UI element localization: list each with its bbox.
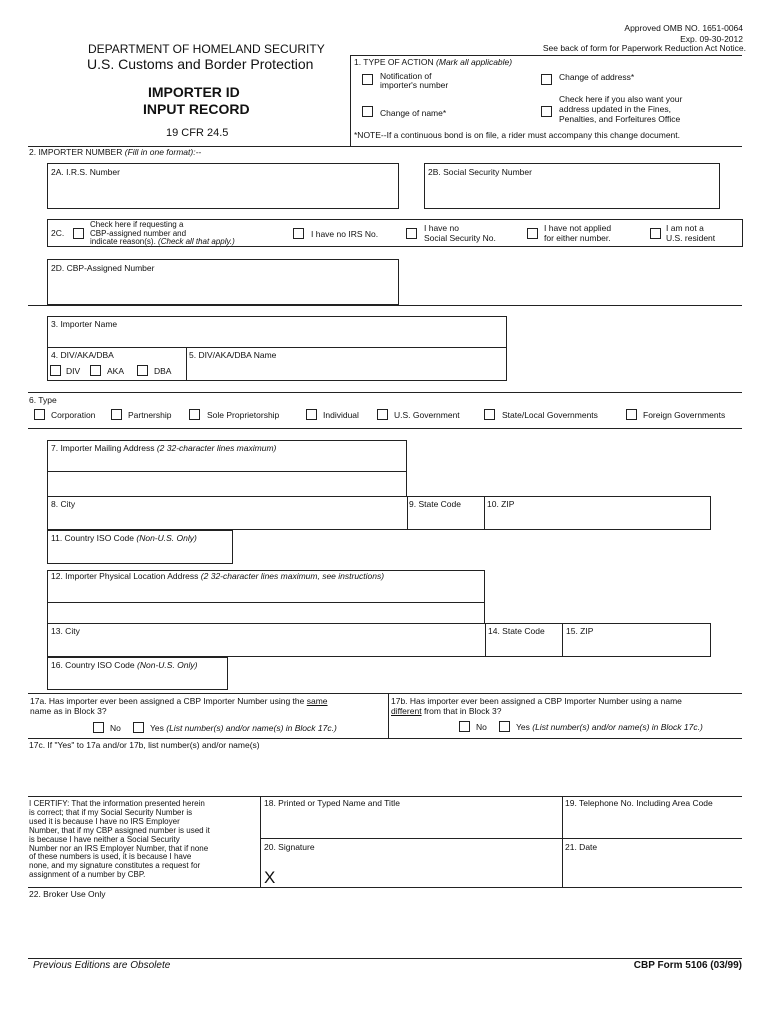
telephone-field[interactable] bbox=[563, 797, 742, 837]
physical-city-label: 13. City bbox=[51, 626, 80, 636]
mailing-city-row bbox=[47, 496, 711, 530]
div-checkbox[interactable] bbox=[50, 365, 61, 376]
17a-no-checkbox[interactable] bbox=[93, 722, 104, 733]
notification-label: Notification of importer's number bbox=[380, 71, 449, 90]
not-applied-label: I have not applied for either number. bbox=[544, 223, 612, 243]
previous-editions-note: Previous Editions are Obsolete bbox=[33, 960, 171, 971]
department-name: DEPARTMENT OF HOMELAND SECURITY bbox=[88, 42, 325, 56]
request-cbp-number-label: Check here if requesting a CBP-assigned number and indicate reason(s). (Check all that apply.) bbox=[90, 220, 235, 246]
mailing-address-label: 7. Importer Mailing Address (2 32-character lines maximum) bbox=[51, 443, 277, 453]
cfr-reference: 19 CFR 24.5 bbox=[166, 127, 229, 139]
notification-checkbox[interactable] bbox=[362, 74, 373, 85]
physical-country-field[interactable] bbox=[47, 657, 228, 690]
physical-zip-label: 15. ZIP bbox=[566, 626, 594, 636]
17b-no-label: No bbox=[476, 722, 487, 732]
ssn-label: 2B. Social Security Number bbox=[428, 167, 532, 177]
type-of-action-label: 1. TYPE OF ACTION (Mark all applicable) bbox=[354, 57, 513, 67]
17a-yes-checkbox[interactable] bbox=[133, 722, 144, 733]
irs-number-field[interactable] bbox=[47, 163, 399, 209]
div-label: DIV bbox=[66, 366, 81, 376]
state-local-gov-label: State/Local Governments bbox=[502, 410, 598, 420]
aka-label: AKA bbox=[107, 366, 125, 376]
no-ssn-label: I have no Social Security No. bbox=[424, 223, 496, 243]
div-aka-dba-name-label: 5. DIV/AKA/DBA Name bbox=[189, 350, 277, 360]
state-local-gov-checkbox[interactable] bbox=[484, 409, 495, 420]
importer-number-label: 2. IMPORTER NUMBER (Fill in one format):-- bbox=[29, 147, 202, 157]
no-irs-checkbox[interactable] bbox=[293, 228, 304, 239]
signature-label: 20. Signature bbox=[264, 842, 315, 852]
aka-checkbox[interactable] bbox=[90, 365, 101, 376]
cbp-assigned-number-label: 2D. CBP-Assigned Number bbox=[51, 263, 155, 273]
expiration-date: Exp. 09-30-2012 bbox=[680, 34, 743, 44]
change-address-label: Change of address* bbox=[559, 72, 635, 82]
fines-office-label: Check here if you also want your address updated in the Fines, Penalties, and Forfeitures Office bbox=[559, 94, 683, 124]
physical-country-label: 16. Country ISO Code (Non-U.S. Only) bbox=[51, 660, 198, 670]
signature-mark: X bbox=[264, 868, 276, 887]
17a-yes-label: Yes (List number(s) and/or name(s) in Block 17c.) bbox=[150, 723, 337, 733]
partnership-checkbox[interactable] bbox=[111, 409, 122, 420]
date-field[interactable] bbox=[563, 839, 742, 886]
17a-no-label: No bbox=[110, 723, 121, 733]
fines-office-checkbox[interactable] bbox=[541, 106, 552, 117]
foreign-gov-checkbox[interactable] bbox=[626, 409, 637, 420]
broker-use-label: 22. Broker Use Only bbox=[29, 889, 106, 899]
corporation-label: Corporation bbox=[51, 410, 96, 420]
printed-name-field[interactable] bbox=[261, 797, 561, 837]
individual-label: Individual bbox=[323, 410, 359, 420]
17b-no-checkbox[interactable] bbox=[459, 721, 470, 732]
no-ssn-checkbox[interactable] bbox=[406, 228, 417, 239]
request-cbp-number-checkbox[interactable] bbox=[73, 228, 84, 239]
printed-name-label: 18. Printed or Typed Name and Title bbox=[264, 798, 400, 808]
block-17b-question: 17b. Has importer ever been assigned a CBP Importer Number using a name different from that in Block 3? bbox=[391, 696, 682, 716]
17b-yes-label: Yes (List number(s) and/or name(s) in Block 17c.) bbox=[516, 722, 703, 732]
dba-label: DBA bbox=[154, 366, 172, 376]
block-2c bbox=[47, 219, 743, 247]
form-number: CBP Form 5106 (03/99) bbox=[633, 960, 742, 971]
17b-yes-checkbox[interactable] bbox=[499, 721, 510, 732]
individual-checkbox[interactable] bbox=[306, 409, 317, 420]
form-title-line2: INPUT RECORD bbox=[143, 101, 250, 117]
change-name-checkbox[interactable] bbox=[362, 106, 373, 117]
not-resident-checkbox[interactable] bbox=[650, 228, 661, 239]
block-17a-question: 17a. Has importer ever been assigned a CBP Importer Number using the same name as in Block 3? bbox=[30, 696, 328, 716]
foreign-gov-label: Foreign Governments bbox=[643, 410, 726, 420]
no-irs-label: I have no IRS No. bbox=[311, 229, 379, 239]
sole-proprietorship-checkbox[interactable] bbox=[189, 409, 200, 420]
mailing-state-label: 9. State Code bbox=[409, 499, 461, 509]
irs-number-label: 2A. I.R.S. Number bbox=[51, 167, 120, 177]
physical-state-label: 14. State Code bbox=[488, 626, 545, 636]
signature-field[interactable] bbox=[261, 839, 561, 886]
form-title-line1: IMPORTER ID bbox=[148, 84, 240, 100]
physical-city-row bbox=[47, 623, 711, 657]
mailing-city-label: 8. City bbox=[51, 499, 76, 509]
omb-number: Approved OMB NO. 1651-0064 bbox=[624, 23, 743, 33]
change-address-checkbox[interactable] bbox=[541, 74, 552, 85]
paperwork-notice: See back of form for Paperwork Reduction Act Notice. bbox=[542, 43, 746, 53]
mailing-zip-label: 10. ZIP bbox=[487, 499, 515, 509]
not-applied-checkbox[interactable] bbox=[527, 228, 538, 239]
type-label: 6. Type bbox=[29, 395, 57, 405]
mailing-country-field[interactable] bbox=[47, 530, 233, 564]
continuous-bond-note: *NOTE--If a continuous bond is on file, a rider must accompany this change document. bbox=[354, 130, 680, 140]
cbp-assigned-number-field[interactable] bbox=[47, 259, 399, 305]
block-2c-label: 2C. bbox=[51, 228, 65, 238]
us-government-label: U.S. Government bbox=[394, 410, 460, 420]
block-17c-label: 17c. If "Yes" to 17a and/or 17b, list number(s) and/or name(s) bbox=[29, 740, 260, 750]
physical-address-label: 12. Importer Physical Location Address (2 32-character lines maximum, see instructions) bbox=[51, 571, 385, 581]
partnership-label: Partnership bbox=[128, 410, 172, 420]
agency-name: U.S. Customs and Border Protection bbox=[87, 56, 314, 72]
corporation-checkbox[interactable] bbox=[34, 409, 45, 420]
certification-text: I CERTIFY: That the information presented herein is correct; that if my Social Security Number is used it is because I have no IRS Employer Number, that if my CBP assigned number is used it is because I have neither a Social Security Number nor an IRS Employer Number, that if none of these numbers is used, it is because I have none, and my signature constitutes a request for assignment of a number by CBP. bbox=[29, 799, 210, 880]
importer-name-label: 3. Importer Name bbox=[51, 319, 118, 329]
change-name-label: Change of name* bbox=[380, 108, 447, 118]
ssn-field[interactable] bbox=[424, 163, 720, 209]
div-aka-dba-label: 4. DIV/AKA/DBA bbox=[51, 350, 114, 360]
date-label: 21. Date bbox=[565, 842, 598, 852]
mailing-country-label: 11. Country ISO Code (Non-U.S. Only) bbox=[51, 533, 197, 543]
not-resident-label: I am not a U.S. resident bbox=[666, 223, 716, 243]
sole-proprietorship-label: Sole Proprietorship bbox=[207, 410, 280, 420]
dba-checkbox[interactable] bbox=[137, 365, 148, 376]
us-government-checkbox[interactable] bbox=[377, 409, 388, 420]
telephone-label: 19. Telephone No. Including Area Code bbox=[565, 798, 713, 808]
